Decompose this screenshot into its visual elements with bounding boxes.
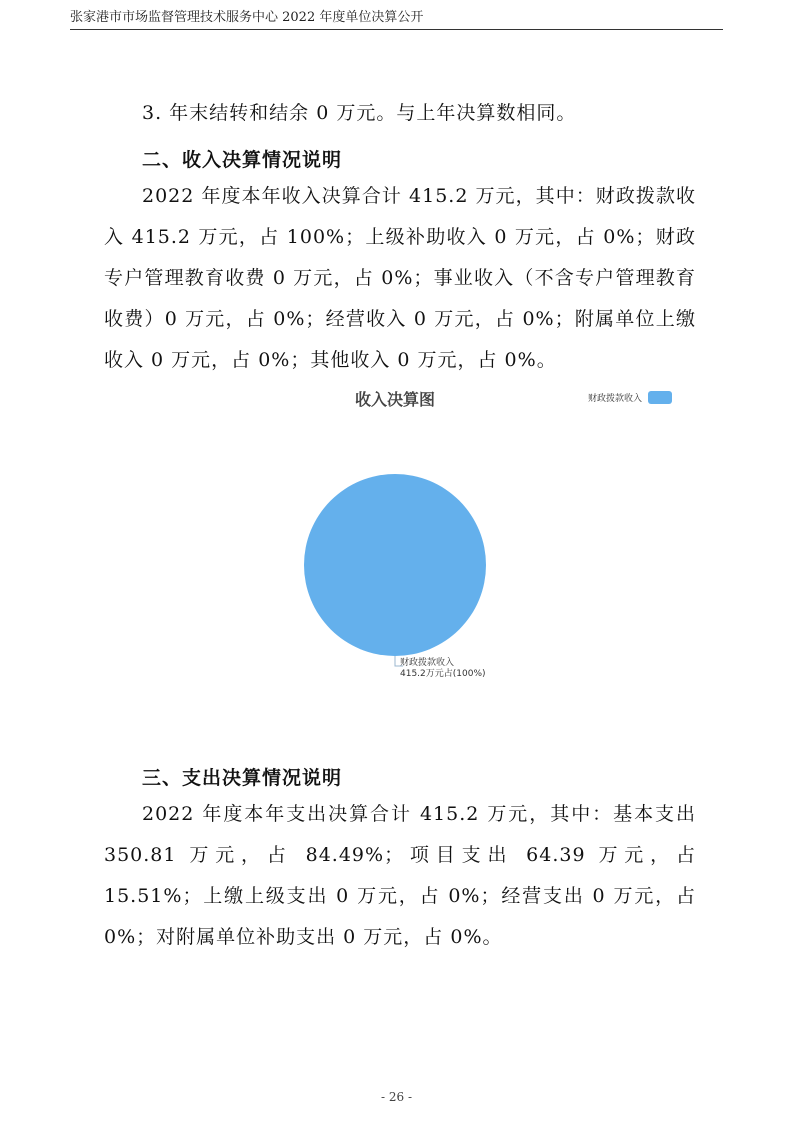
- pie-slice-label-name: 财政拨款收入: [400, 658, 455, 668]
- paragraph-expenditure: 2022 年度本年支出决算合计 415.2 万元，其中：基本支出 350.81 万元，占 84.49%；项目支出 64.39 万元，占 15.51%；上缴上级支出 0 万元，占 0%；经营支出 0 万元，占 0%；对附属单位补助支出 0 万元，占 0%。: [104, 803, 696, 948]
- chart-title: 收入决算图: [354, 390, 435, 409]
- pie-slice-0: [304, 474, 486, 656]
- paragraph-income: 2022 年度本年收入决算合计 415.2 万元，其中：财政拨款收入 415.2 万元，占 100%；上级补助收入 0 万元，占 0%；财政专户管理教育收费 0 万元，占 0%；事业收入（不含专户管理教育收费）0 万元，占 0%；经营收入 0 万元，占 0%；附属单位上缴收入 0 万元，占 0%；其他收入 0 万元，占 0%。: [104, 185, 696, 371]
- chart-legend: [588, 391, 672, 404]
- pie-slice-label: [400, 658, 486, 680]
- legend-swatch: [648, 391, 672, 404]
- paragraph-carryover: 3. 年末结转和结余 0 万元。与上年决算数相同。: [142, 102, 577, 124]
- section-heading-expenditure: 三、支出决算情况说明: [142, 767, 343, 789]
- pie-svg: [290, 468, 500, 668]
- pie-slice-label-value: 415.2万元占(100%): [400, 669, 486, 679]
- document-header: 张家港市市场监督管理技术服务中心 2022 年度单位决算公开: [70, 10, 723, 30]
- legend-label: 财政拨款收入: [588, 394, 643, 404]
- section-heading-income: 二、收入决算情况说明: [142, 149, 343, 171]
- page-number: - 26 -: [380, 1090, 412, 1104]
